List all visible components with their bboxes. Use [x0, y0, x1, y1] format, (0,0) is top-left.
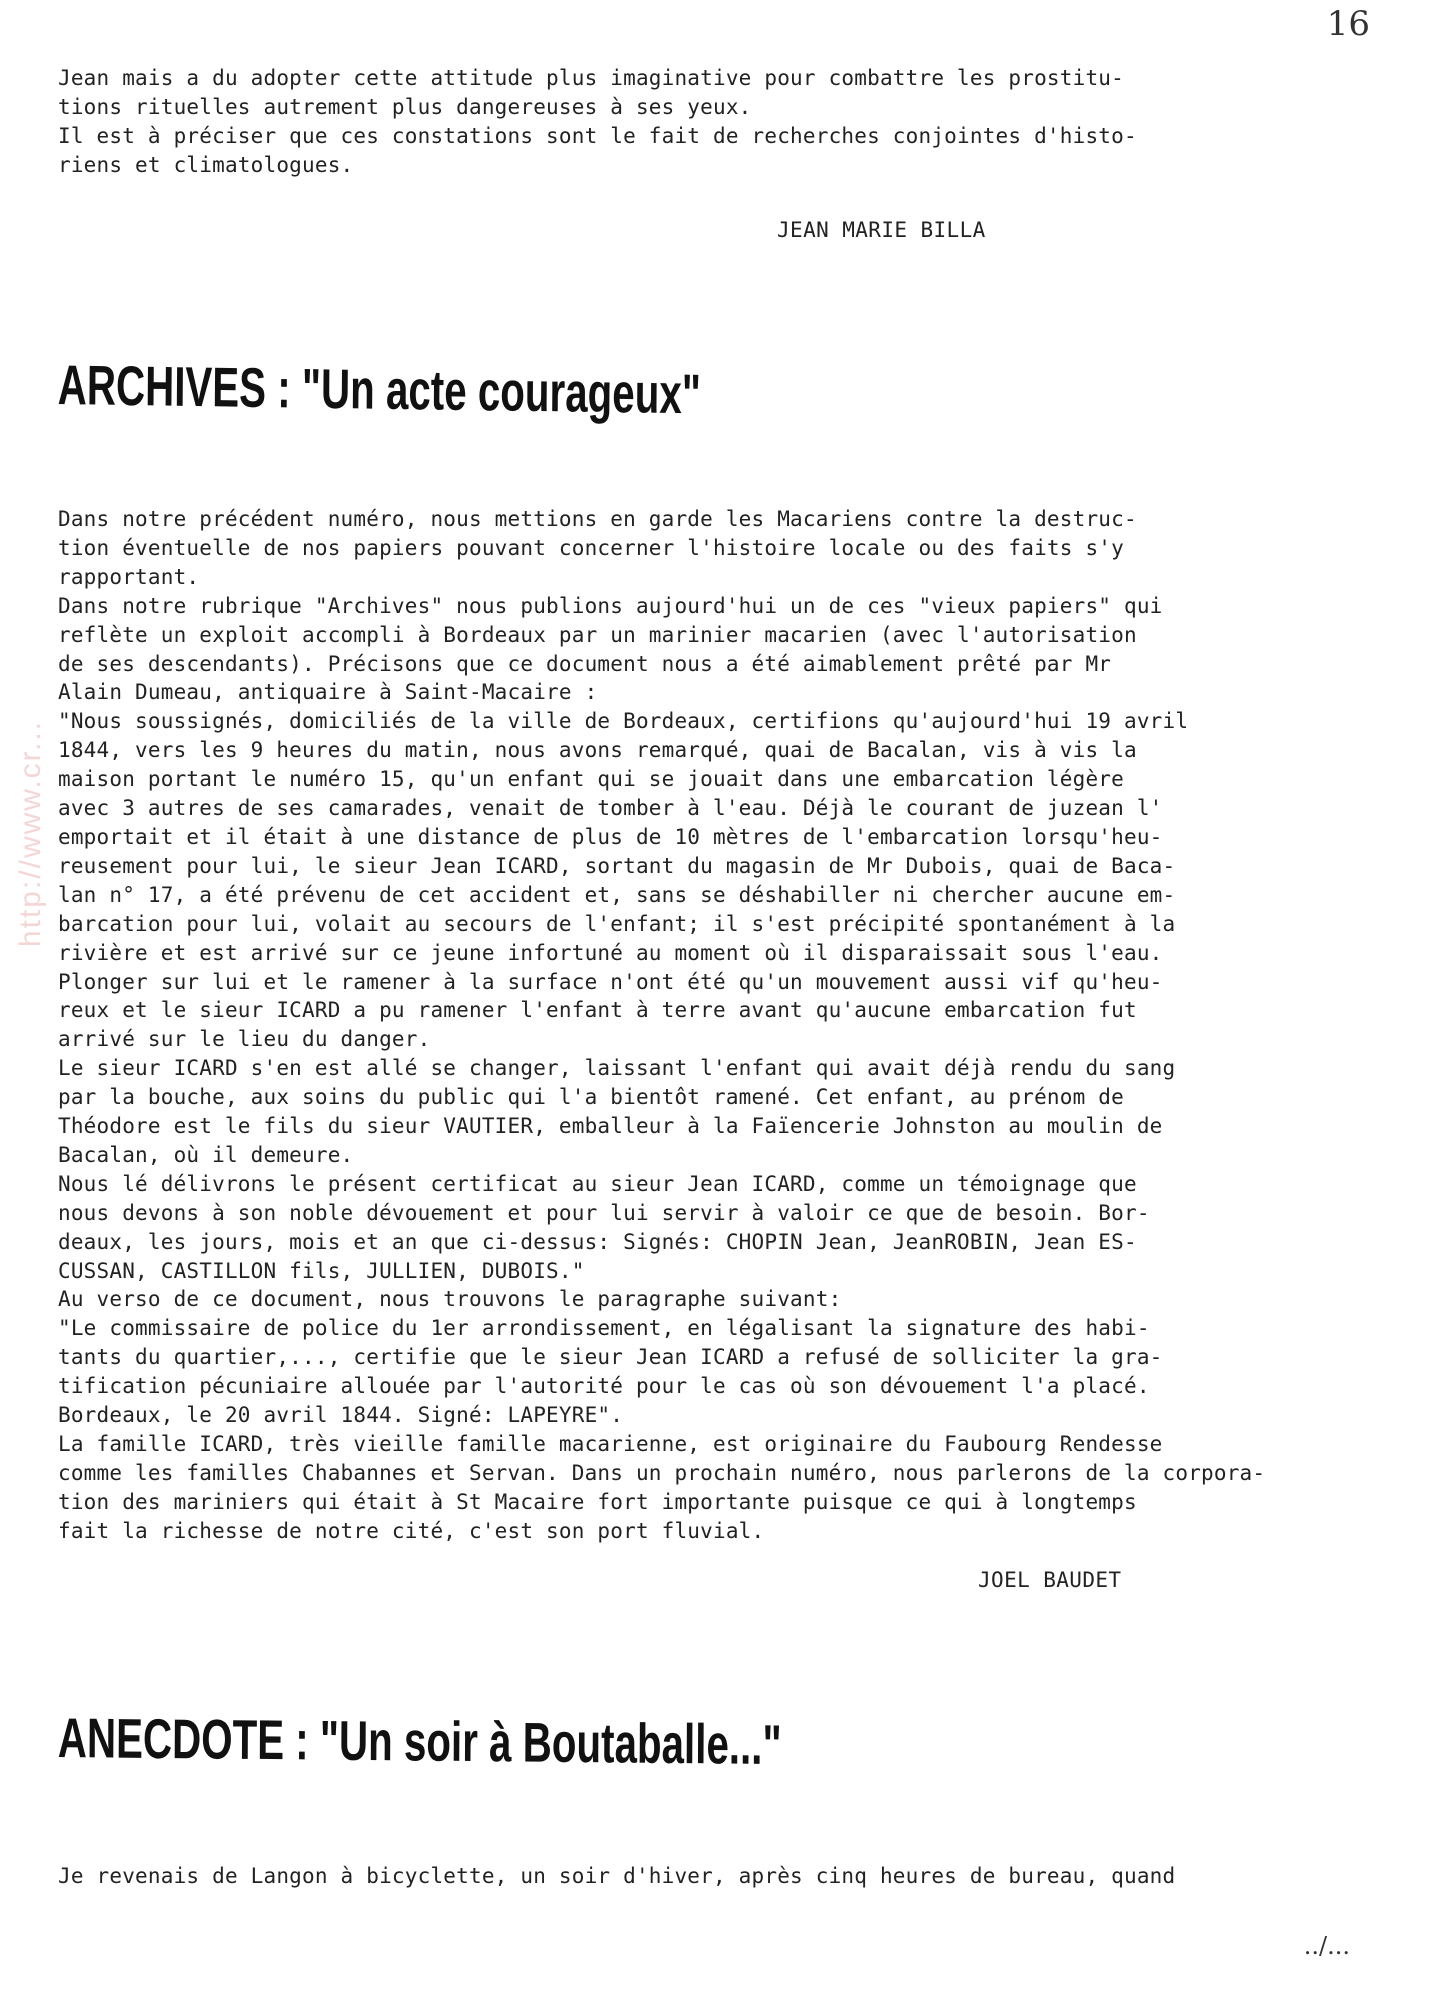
- text-line: maison portant le numéro 15, qu'un enfant qui se jouait dans une embarcation légère: [58, 767, 1124, 792]
- text-line: comme les familles Chabannes et Servan. Dans un prochain numéro, nous parlerons de la corpora-: [58, 1460, 1266, 1485]
- text-line: Jean mais a du adopter cette attitude plus imaginative pour combattre les prostitu-: [58, 66, 1124, 90]
- text-line: "Le commissaire de police du 1er arrondissement, en légalisant la signature des habi-: [58, 1316, 1150, 1341]
- page-number: 16: [1326, 4, 1370, 44]
- text-line: tion éventuelle de nos papiers pouvant concerner l'histoire locale ou des faits s'y: [58, 535, 1124, 560]
- text-line: de ses descendants). Précisons que ce document nous a été aimablement prêté par Mr: [58, 651, 1112, 676]
- text-line: Nous lé délivrons le présent certificat au sieur Jean ICARD, comme un témoignage que: [58, 1171, 1137, 1196]
- text-line: rapportant.: [58, 564, 200, 589]
- archives-heading: ARCHIVES : "Un acte courageux": [57, 352, 702, 426]
- text-line: tion des mariniers qui était à St Macaire fort importante puisque ce qui à longtemps: [58, 1489, 1137, 1514]
- text-line: CUSSAN, CASTILLON fils, JULLIEN, DUBOIS.": [58, 1258, 585, 1283]
- text-line: tification pécuniaire allouée par l'autorité pour le cas où son dévouement l'a placé.: [58, 1374, 1150, 1399]
- anecdote-text: [58, 1862, 1388, 1891]
- text-line: 1844, vers les 9 heures du matin, nous avons remarqué, quai de Bacalan, vis à vis la: [58, 738, 1137, 763]
- intro-signature: JEAN MARIE BILLA: [777, 218, 986, 242]
- text-line: Le sieur ICARD s'en est allé se changer, laissant l'enfant qui avait déjà rendu du sang: [58, 1056, 1176, 1081]
- text-line: Au verso de ce document, nous trouvons le paragraphe suivant:: [58, 1287, 842, 1312]
- text-line: tions rituelles autrement plus dangereuses à ses yeux.: [58, 94, 752, 119]
- text-line: Bacalan, où il demeure.: [58, 1142, 354, 1167]
- text-line: reux et le sieur ICARD a pu ramener l'enfant à terre avant qu'aucune embarcation fut: [58, 998, 1137, 1023]
- text-line: deaux, les jours, mois et an que ci-dessus: Signés: CHOPIN Jean, JeanROBIN, Jean ES-: [58, 1229, 1137, 1254]
- watermark: http://www.cr...: [14, 720, 47, 948]
- text-line: Théodore est le fils du sieur VAUTIER, emballeur à la Faïencerie Johnston au moulin de: [58, 1114, 1163, 1139]
- text-line: Je revenais de Langon à bicyclette, un soir d'hiver, après cinq heures de bureau, quand: [58, 1864, 1176, 1888]
- anecdote-heading: ANECDOTE : "Un soir à Boutaballe...": [57, 1706, 782, 1777]
- text-line: par la bouche, aux soins du public qui l'a bientôt ramené. Cet enfant, au prénom de: [58, 1085, 1124, 1110]
- text-line: reflète un exploit accompli à Bordeaux par un marinier macarien (avec l'autorisation: [58, 622, 1137, 647]
- text-line: "Nous soussignés, domiciliés de la ville de Bordeaux, certifions qu'aujourd'hui 19 avril: [58, 709, 1189, 734]
- text-line: Alain Dumeau, antiquaire à Saint-Macaire :: [58, 680, 598, 705]
- archives-signature: JOEL BAUDET: [978, 1568, 1122, 1592]
- text-line: reusement pour lui, le sieur Jean ICARD, sortant du magasin de Mr Dubois, quai de Baca-: [58, 853, 1176, 878]
- text-line: emportait et il était à une distance de plus de 10 mètres de l'embarcation lorsqu'heu-: [58, 824, 1163, 849]
- text-line: Bordeaux, le 20 avril 1844. Signé: LAPEYRE".: [58, 1403, 624, 1428]
- text-line: lan n° 17, a été prévenu de cet accident et, sans se déshabiller ni chercher aucune em-: [58, 882, 1176, 907]
- text-line: avec 3 autres de ses camarades, venait de tomber à l'eau. Déjà le courant de juzean l': [58, 796, 1163, 821]
- text-line: tants du quartier,..., certifie que le sieur Jean ICARD a refusé de solliciter la gra-: [58, 1345, 1163, 1370]
- archives-text: [58, 505, 1388, 1546]
- text-line: Plonger sur lui et le ramener à la surface n'ont été qu'un mouvement aussi vif qu'heu-: [58, 969, 1163, 994]
- text-line: Dans notre rubrique "Archives" nous publions aujourd'hui un de ces "vieux papiers" qui: [58, 593, 1163, 618]
- text-line: Dans notre précédent numéro, nous mettions en garde les Macariens contre la destruc-: [58, 507, 1137, 531]
- continuation-mark: ../...: [1303, 1932, 1350, 1960]
- intro-text: [58, 64, 1388, 180]
- text-line: rivière et est arrivé sur ce jeune infortuné au moment où il disparaissait sous l'eau.: [58, 940, 1163, 965]
- text-line: arrivé sur le lieu du danger.: [58, 1027, 431, 1052]
- text-line: Il est à préciser que ces constations sont le fait de recherches conjointes d'histo-: [58, 123, 1137, 148]
- text-line: nous devons à son noble dévouement et pour lui servir à valoir ce que de besoin. Bor-: [58, 1200, 1150, 1225]
- text-line: barcation pour lui, volait au secours de l'enfant; il s'est précipité spontanément à la: [58, 911, 1176, 936]
- text-line: La famille ICARD, très vieille famille macarienne, est originaire du Faubourg Rendesse: [58, 1432, 1163, 1456]
- text-line: riens et climatologues.: [58, 152, 354, 177]
- text-line: fait la richesse de notre cité, c'est son port fluvial.: [58, 1518, 765, 1543]
